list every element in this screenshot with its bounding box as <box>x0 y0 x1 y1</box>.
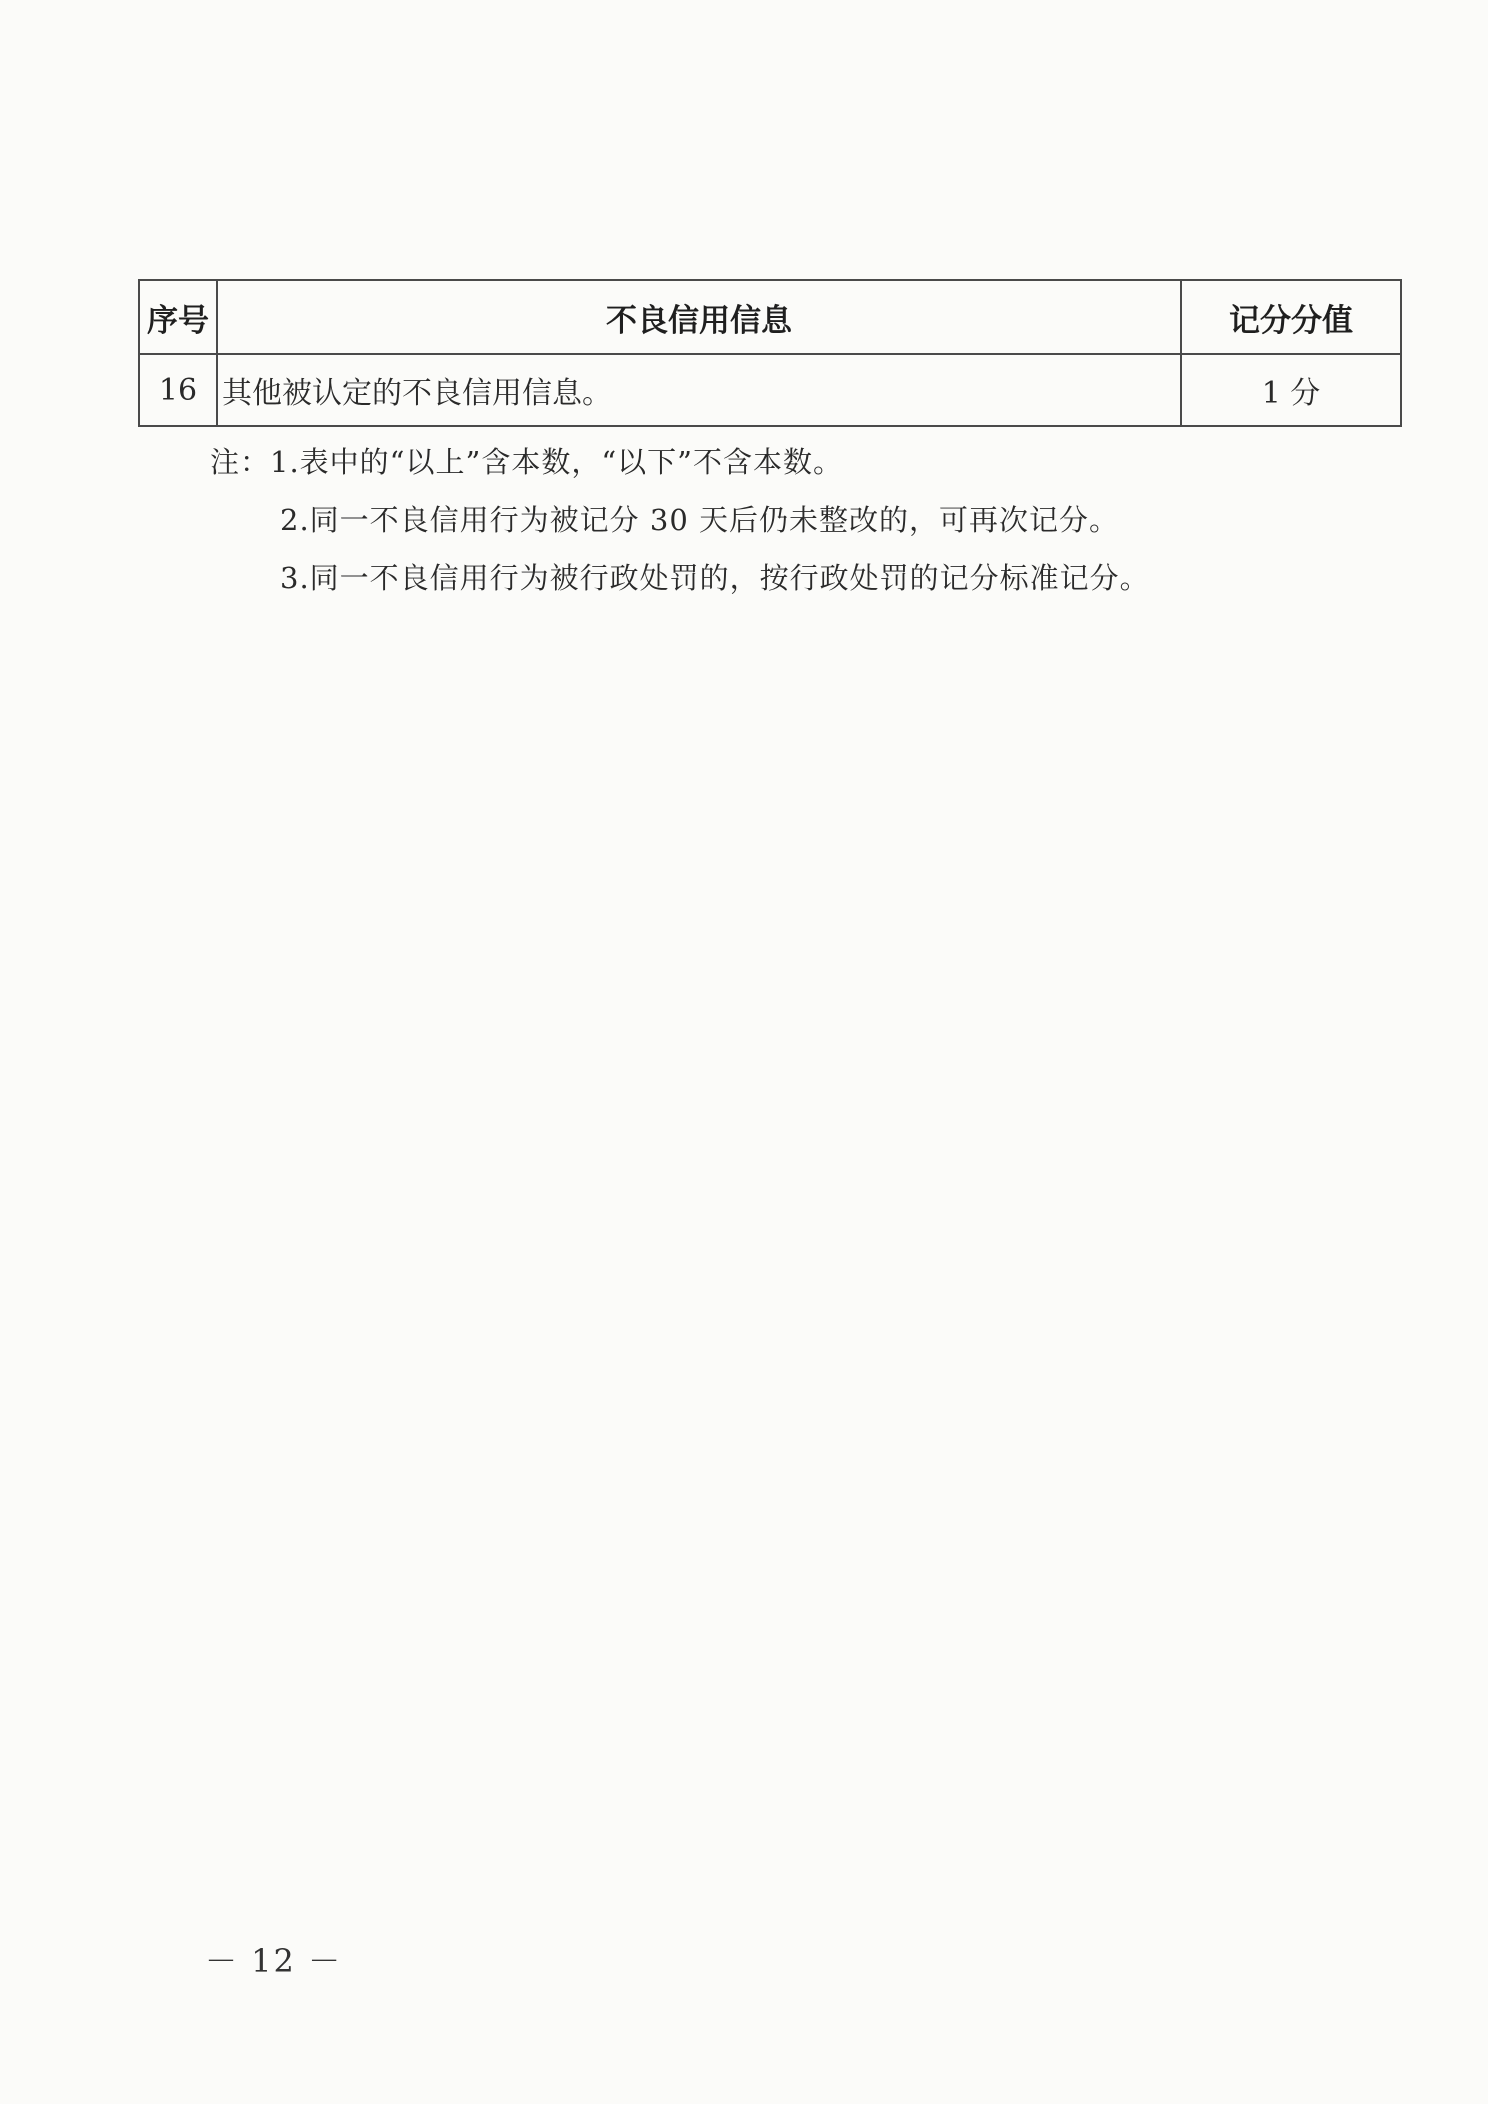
header-serial-number: 序号 <box>139 280 217 354</box>
credit-score-table <box>138 279 1402 427</box>
note-line-2: 2.同一不良信用行为被记分 30 天后仍未整改的，可再次记分。 <box>280 503 1120 537</box>
note-line-1: 注：1.表中的“以上”含本数，“以下”不含本数。 <box>210 445 843 479</box>
row-serial-number: 16 <box>139 354 217 426</box>
note-line-3: 3.同一不良信用行为被行政处罚的，按行政处罚的记分标准记分。 <box>280 561 1150 595</box>
table-row <box>139 354 1401 426</box>
header-score-value: 记分分值 <box>1181 280 1401 354</box>
header-bad-credit-info: 不良信用信息 <box>217 280 1181 354</box>
row-credit-info: 其他被认定的不良信用信息。 <box>217 354 1181 426</box>
page-number: － 12 － <box>205 1942 343 1980</box>
row-score: 1 分 <box>1181 354 1401 426</box>
table-header-row <box>139 280 1401 354</box>
